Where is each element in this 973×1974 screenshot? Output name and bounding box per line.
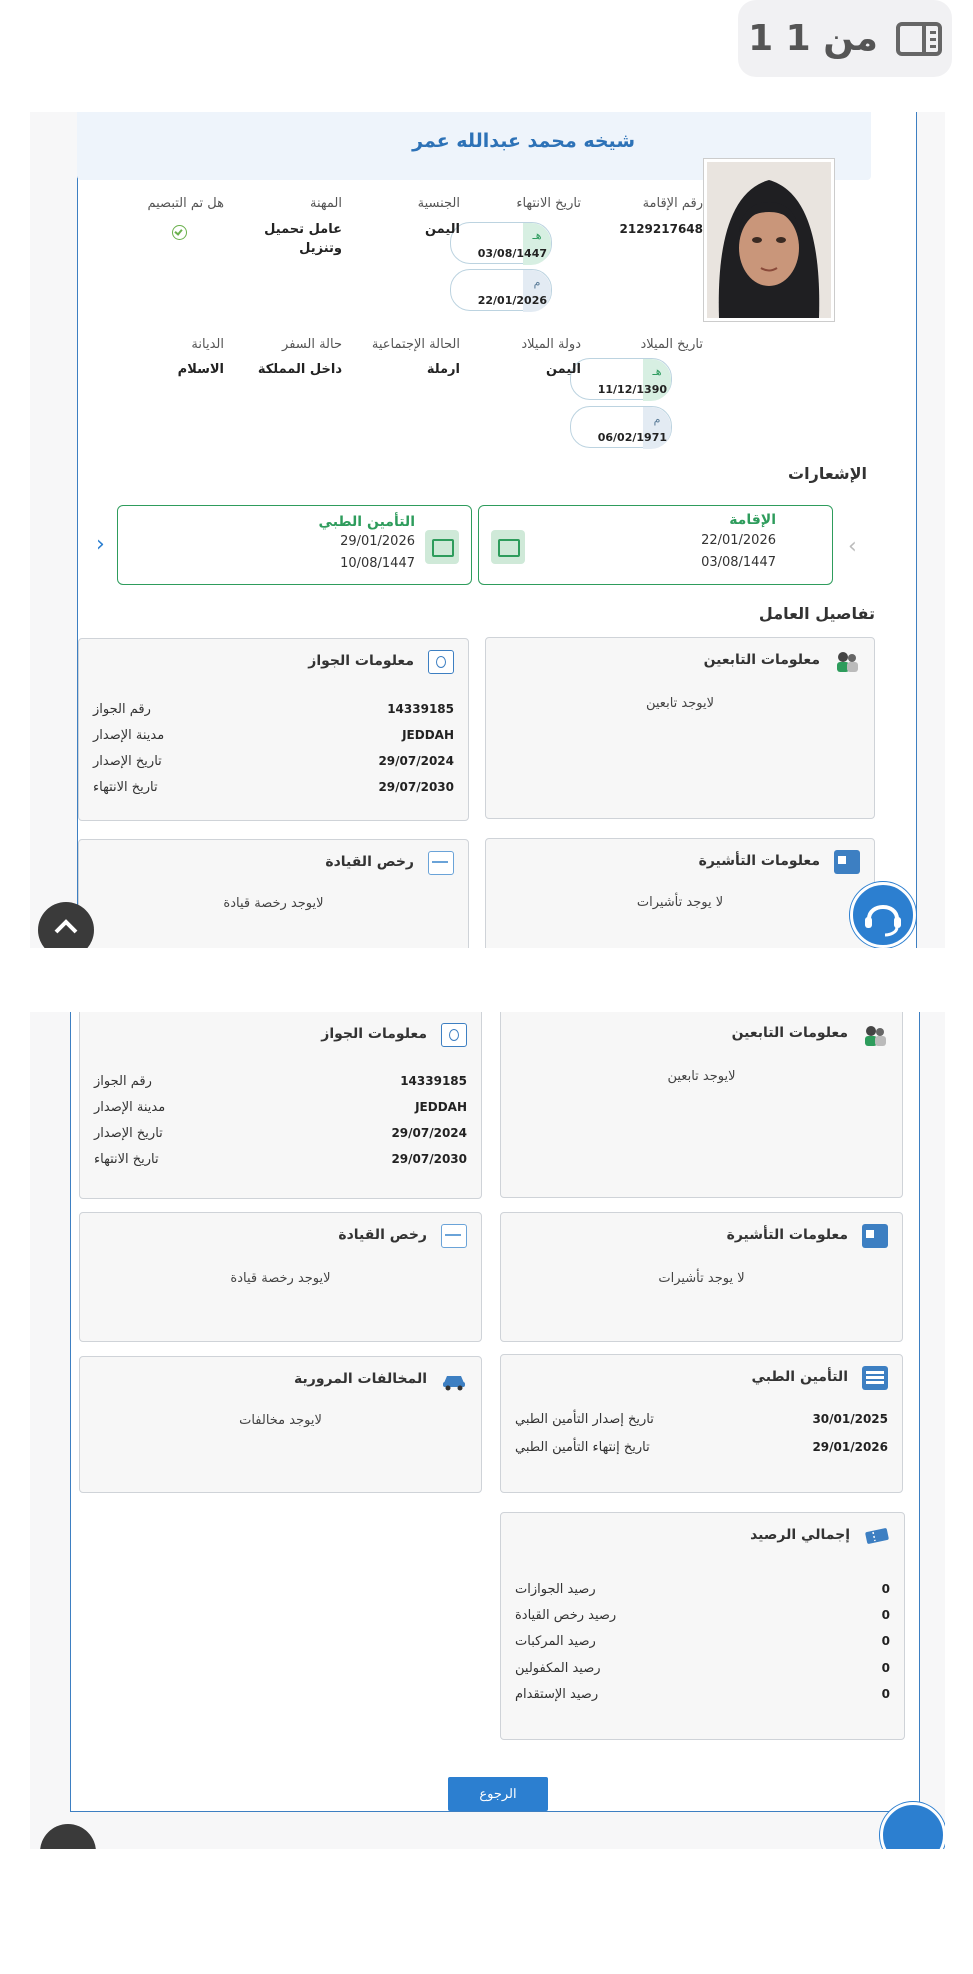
- passport-row: [94, 1071, 467, 1091]
- passport-row: [94, 1149, 467, 1169]
- check-icon: [172, 225, 187, 240]
- row-label: تاريخ الانتهاء: [94, 1151, 159, 1167]
- person-photo: [703, 158, 835, 322]
- screenshot-bottom: [30, 1012, 945, 1849]
- headset-icon: [853, 885, 913, 945]
- row-value: 30/01/2025: [812, 1412, 888, 1426]
- notification-date2: 03/08/1447: [701, 555, 776, 570]
- card-title: التأمين الطبي: [751, 1369, 848, 1385]
- row-value: 0: [881, 1582, 890, 1596]
- card-title: معلومات التابعين: [731, 1025, 848, 1041]
- expiry-greg-pill: [450, 269, 552, 311]
- card-title: رخص القيادة: [325, 854, 414, 870]
- balance-row: [515, 1631, 890, 1651]
- row-value: 0: [881, 1634, 890, 1648]
- license-icon: [428, 851, 454, 875]
- card-title: إجمالي الرصيد: [750, 1527, 850, 1543]
- notifications-title: الإشعارات: [788, 464, 867, 483]
- people-icon: [834, 649, 860, 673]
- license-card: [78, 839, 469, 948]
- card-title: رخص القيادة: [338, 1227, 427, 1243]
- passport-icon: [441, 1023, 467, 1047]
- violations-card: [79, 1356, 482, 1493]
- insurance-row: [515, 1437, 888, 1457]
- chevron-up-icon: [38, 902, 94, 948]
- religion-value: الاسلام: [177, 362, 224, 377]
- passport-row: [94, 1097, 467, 1117]
- notification-insurance[interactable]: [117, 505, 472, 585]
- passport-row: [93, 699, 454, 719]
- people-icon: [862, 1023, 888, 1047]
- row-value: 29/07/2030: [391, 1152, 467, 1166]
- page-counter-text: 1 من 1: [748, 18, 878, 59]
- hijri-tag: هـ: [643, 359, 671, 401]
- row-value: 29/07/2030: [378, 780, 454, 794]
- nationality-value: اليمن: [424, 222, 460, 237]
- card-message: لايوجد تابعين: [667, 1069, 736, 1084]
- row-label: رصيد رخص القيادة: [515, 1607, 617, 1623]
- marital-label: الحالة الإجتماعية: [371, 337, 460, 352]
- scroll-top-button[interactable]: [38, 902, 94, 948]
- birth-date-label: تاريخ الميلاد: [640, 337, 703, 352]
- religion-label: الديانة: [191, 337, 224, 352]
- next-arrow-icon[interactable]: ›: [96, 532, 105, 557]
- card-message: لايوجد رخصة قيادة: [230, 1271, 331, 1286]
- greg-tag: م: [523, 270, 551, 312]
- row-value: 29/07/2024: [391, 1126, 467, 1140]
- card-message: لايوجد رخصة قيادة: [223, 896, 324, 911]
- prev-arrow-icon[interactable]: ‹: [848, 534, 857, 559]
- card-message: لايوجد مخالفات: [239, 1413, 322, 1428]
- row-label: مدينة الإصدار: [93, 727, 165, 743]
- card-message: لا يوجد تأشيرات: [658, 1271, 745, 1286]
- visa-card: [485, 838, 875, 948]
- row-value: 0: [881, 1661, 890, 1675]
- license-card: [79, 1212, 482, 1342]
- row-value: 14339185: [387, 702, 454, 716]
- card-message: لايوجد تابعين: [645, 696, 715, 711]
- row-value: JEDDAH: [402, 728, 454, 742]
- passport-row: [93, 777, 454, 797]
- row-value: 29/01/2026: [812, 1440, 888, 1454]
- row-label: تاريخ إنتهاء التأمين الطبي: [515, 1439, 650, 1455]
- occupation-value: عامل تحميل وتنزيل: [264, 222, 342, 256]
- card-title: معلومات التابعين: [703, 652, 820, 668]
- row-value: 0: [881, 1608, 890, 1622]
- birth-hijri-date: 11/12/1390: [597, 383, 667, 396]
- nationality-label: الجنسية: [417, 196, 460, 211]
- travel-label: حالة السفر: [282, 337, 342, 352]
- insurance-row: [515, 1409, 888, 1429]
- license-icon: [441, 1224, 467, 1248]
- hijri-tag: هـ: [523, 223, 551, 265]
- notification-title: الإقامة: [729, 512, 776, 528]
- marital-value: ارملة: [426, 362, 460, 377]
- expiry-hijri-date: 03/08/1447: [477, 247, 547, 260]
- row-value: 0: [881, 1687, 890, 1701]
- row-label: تاريخ الإصدار: [93, 753, 162, 769]
- occupation-label: المهنة: [310, 196, 342, 211]
- row-value: JEDDAH: [415, 1100, 467, 1114]
- notification-date1: 22/01/2026: [701, 533, 776, 548]
- row-label: رصيد الجوازات: [515, 1581, 596, 1597]
- ticket-icon: [864, 1524, 890, 1548]
- back-button[interactable]: الرجوع: [448, 1777, 548, 1811]
- balance-row: [515, 1605, 890, 1625]
- card-title: المخالفات المرورية: [294, 1371, 427, 1387]
- iqama-number-label: رقم الإقامة: [642, 196, 703, 211]
- row-value: 29/07/2024: [378, 754, 454, 768]
- balance-row: [515, 1579, 890, 1599]
- iqama-number-value: 2129217648: [619, 222, 703, 236]
- dependents-card: [485, 637, 875, 819]
- visa-icon: [834, 850, 860, 874]
- support-chat-button[interactable]: [850, 882, 916, 948]
- car-icon: [441, 1368, 467, 1392]
- row-value: 14339185: [400, 1074, 467, 1088]
- scroll-top-button[interactable]: [40, 1824, 96, 1849]
- birth-greg-date: 06/02/1971: [597, 431, 667, 444]
- insurance-card: [500, 1354, 903, 1493]
- passport-row: [94, 1123, 467, 1143]
- visa-icon: [862, 1224, 888, 1248]
- row-label: تاريخ الإصدار: [94, 1125, 163, 1141]
- passport-card: [78, 638, 469, 821]
- card-message: لا يوجد تأشيرات: [636, 895, 724, 910]
- row-label: رصيد الإستقدام: [515, 1686, 599, 1702]
- row-label: تاريخ إصدار التأمين الطبي: [515, 1411, 654, 1427]
- passport-card: [79, 1012, 482, 1199]
- birth-country-value: اليمن: [545, 362, 581, 377]
- balance-card: [500, 1512, 905, 1740]
- screenshot-top: [30, 112, 945, 948]
- row-label: مدينة الإصدار: [94, 1099, 166, 1115]
- dependents-card: [500, 1012, 903, 1198]
- card-title: معلومات التأشيرة: [726, 1227, 848, 1243]
- travel-value: داخل المملكة: [257, 362, 342, 377]
- balance-row: [515, 1658, 890, 1678]
- fingerprint-label: هل تم التبصيم: [147, 196, 224, 211]
- expiry-hijri-pill: [450, 222, 552, 264]
- row-label: رصيد المكفولين: [515, 1660, 601, 1676]
- balance-row: [515, 1684, 890, 1704]
- page-counter[interactable]: [738, 0, 952, 77]
- card-title: معلومات الجواز: [321, 1026, 427, 1042]
- card-icon: [425, 530, 459, 564]
- row-label: رقم الجواز: [93, 701, 151, 717]
- card-title: معلومات التأشيرة: [698, 853, 820, 869]
- notification-date2: 10/08/1447: [340, 556, 415, 571]
- worker-details-title: تفاصيل العامل: [758, 604, 875, 623]
- passport-row: [93, 725, 454, 745]
- birth-hijri-pill: [570, 358, 672, 400]
- card-title: معلومات الجواز: [308, 653, 414, 669]
- reader-icon: [896, 22, 942, 56]
- expiry-label: تاريخ الانتهاء: [516, 196, 581, 211]
- passport-row: [93, 751, 454, 771]
- notification-iqama[interactable]: [478, 505, 833, 585]
- row-label: رقم الجواز: [94, 1073, 152, 1089]
- row-label: رصيد المركبات: [515, 1633, 596, 1649]
- birth-greg-pill: [570, 406, 672, 448]
- expiry-greg-date: 22/01/2026: [477, 294, 547, 307]
- person-name: شيخه محمد عبدالله عمر: [412, 130, 635, 152]
- visa-card: [500, 1212, 903, 1342]
- notification-title: التأمين الطبي: [318, 514, 415, 530]
- id-card-icon: [491, 530, 525, 564]
- greg-tag: م: [643, 407, 671, 449]
- notification-date1: 29/01/2026: [340, 534, 415, 549]
- passport-icon: [428, 650, 454, 674]
- insurance-icon: [862, 1366, 888, 1390]
- row-label: تاريخ الانتهاء: [93, 779, 158, 795]
- birth-country-label: دولة الميلاد: [521, 337, 581, 352]
